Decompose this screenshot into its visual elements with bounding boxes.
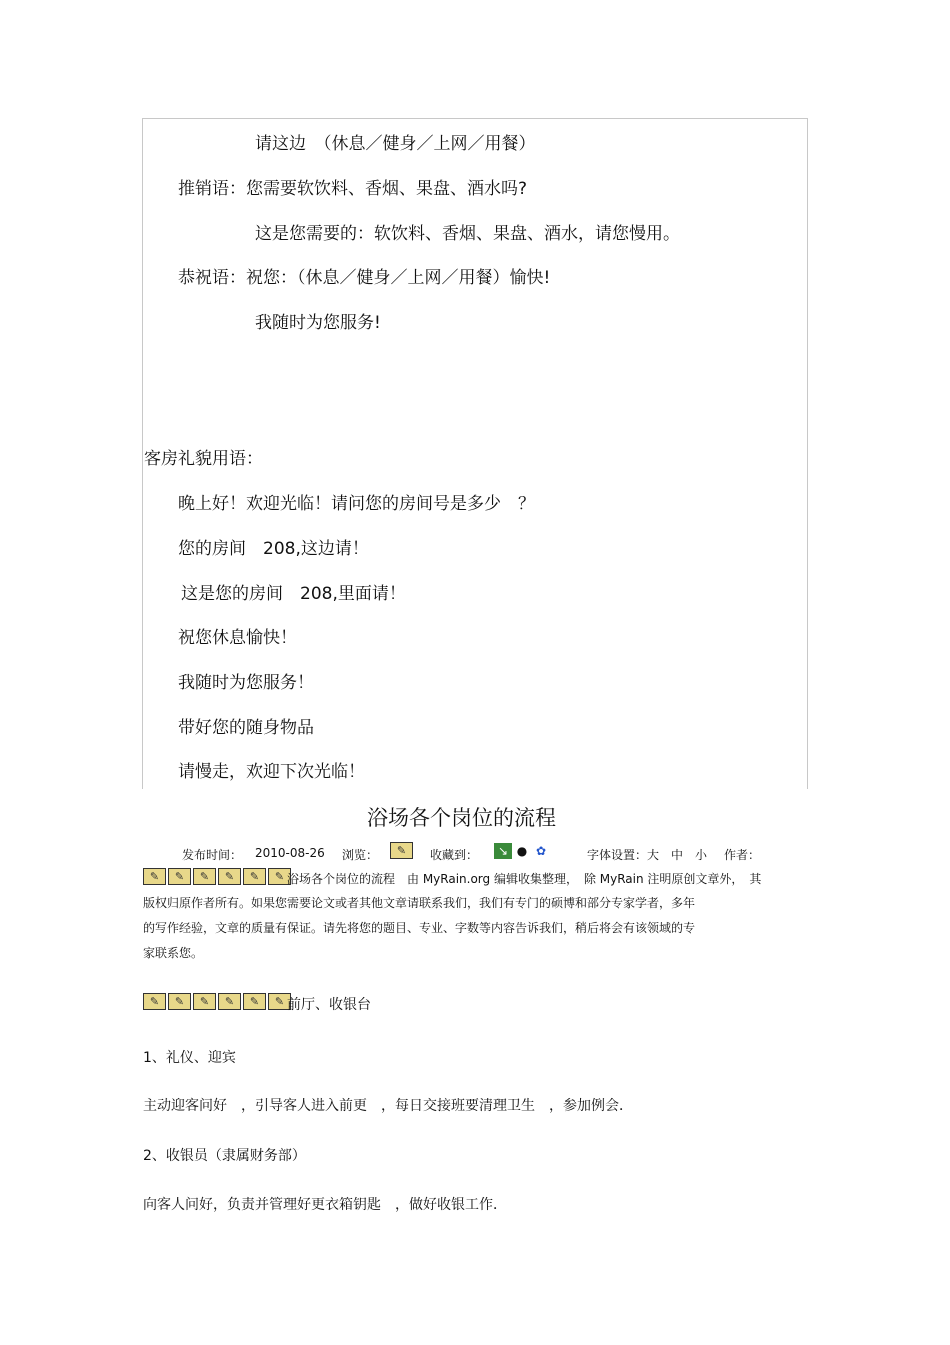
font-size-setting[interactable]: 字体设置：大 中 小 <box>587 848 708 862</box>
section-heading: 客房礼貌用语： <box>144 449 263 469</box>
views-label: 浏览： <box>342 848 379 862</box>
section-title: 前厅、收银台 <box>287 997 371 1013</box>
scroll-icon: ✎ <box>218 993 241 1010</box>
favorites-icons <box>494 843 550 859</box>
phrase-line: 祝您休息愉快！ <box>178 628 297 648</box>
text-line: 我随时为您服务! <box>255 313 381 333</box>
intro-line: 浴场各个岗位的流程 由 MyRain.org 编辑收集整理， 除 MyRain 注明原创文章外， 其 <box>287 872 762 886</box>
scroll-icon: ✎ <box>268 868 291 885</box>
phrase-line: 您的房间 208,这边请！ <box>178 539 369 559</box>
text-line: 请这边 （休息／健身／上网／用餐） <box>255 134 536 154</box>
text-line: 这是您需要的：软饮料、香烟、果盘、酒水，请您慢用。 <box>255 224 680 244</box>
scroll-icon: ✎ <box>143 868 166 885</box>
scroll-icon: ✎ <box>143 993 166 1010</box>
author-label: 作者： <box>724 848 761 862</box>
intro-line: 家联系您。 <box>143 946 204 960</box>
scroll-icon-row <box>143 868 293 885</box>
publish-label: 发布时间： <box>182 848 243 862</box>
phrase-line: 带好您的随身物品 <box>178 718 314 738</box>
scroll-icon: ✎ <box>168 868 191 885</box>
phrase-line: 这是您的房间 208,里面请！ <box>181 584 406 604</box>
phrase-line: 晚上好！欢迎光临！请问您的房间号是多少 ？ <box>178 494 535 514</box>
scroll-icon: ✎ <box>390 842 413 859</box>
item-text: 主动迎客问好 ，引导客人进入前更 ，每日交接班要清理卫生 ，参加例会． <box>143 1098 633 1114</box>
item-title: 1、礼仪、迎宾 <box>143 1050 236 1066</box>
scroll-icon: ✎ <box>243 993 266 1010</box>
item-text: 向客人问好，负责并管理好更衣箱钥匙 ，做好收银工作． <box>143 1197 507 1213</box>
phrase-line: 请慢走，欢迎下次光临！ <box>178 762 365 782</box>
qq-icon[interactable]: ● <box>516 844 528 858</box>
text-line: 恭祝语：祝您：（休息／健身／上网／用餐）愉快! <box>178 268 551 288</box>
scroll-icon-row <box>143 993 293 1010</box>
scroll-icon: ✎ <box>193 868 216 885</box>
publish-date: 2010-08-26 <box>255 846 325 860</box>
baidu-icon[interactable]: ✿ <box>535 844 547 858</box>
scroll-icon: ✎ <box>218 868 241 885</box>
scroll-icon: ✎ <box>168 993 191 1010</box>
delicious-icon[interactable]: ↘ <box>494 843 512 859</box>
article-title: 浴场各个岗位的流程 <box>367 806 556 830</box>
intro-line: 版权归原作者所有。如果您需要论文或者其他文章请联系我们，我们有专门的硕博和部分专家学者，多年 <box>143 896 696 910</box>
intro-line: 的写作经验，文章的质量有保证。请先将您的题目、专业、字数等内容告诉我们，稍后将会有该领域的专 <box>143 921 696 935</box>
favorites-label: 收藏到： <box>430 848 479 862</box>
text-line: 推销语：您需要软饮料、香烟、果盘、酒水吗? <box>178 179 528 199</box>
scroll-icon: ✎ <box>243 868 266 885</box>
item-title: 2、收银员（隶属财务部） <box>143 1148 306 1164</box>
scroll-icon: ✎ <box>193 993 216 1010</box>
scroll-icon: ✎ <box>268 993 291 1010</box>
phrase-line: 我随时为您服务！ <box>178 673 314 693</box>
